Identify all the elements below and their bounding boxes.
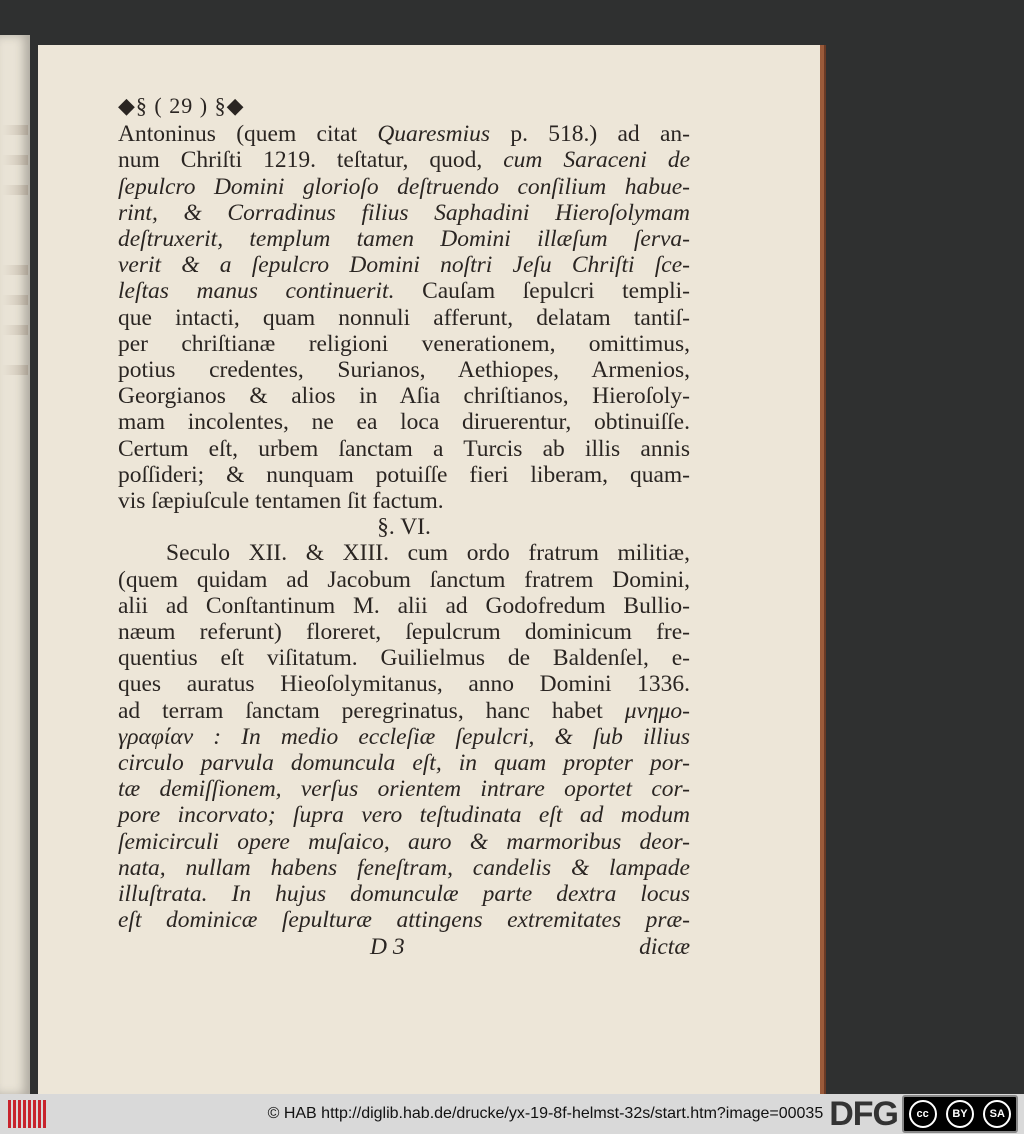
text-segment: tæ demiſſionem, verſus orientem intrare oportet cor- (118, 776, 690, 803)
page-text (118, 93, 690, 960)
text-segment: verit & a ſepulcro Domini noſtri Jeſu Chriſti ſce- (118, 252, 690, 279)
text-segment: γραφίαν : In medio eccleſiæ ſepulcri, & ſub illius (118, 723, 690, 750)
text-segment: Cauſam ſepulcri templi- (394, 278, 690, 305)
text-segment: alii ad Conſtantinum M. alii ad Godofredum Bullio- (118, 592, 690, 619)
text-segment: num Chriſti 1219. teſtatur, quod, (118, 147, 504, 174)
text-segment: §. VI. (377, 514, 431, 541)
text-line (118, 776, 690, 802)
text-segment: (quem quidam ad Jacobum ſanctum fratrem Domini, (118, 566, 690, 593)
text-line (118, 698, 690, 724)
text-line (118, 671, 690, 697)
text-segment: leſtas manus continuerit. (118, 278, 395, 305)
text-line (118, 488, 690, 514)
text-line (118, 147, 690, 173)
text-segment: Antoninus (quem citat (118, 121, 378, 148)
viewer-footer (0, 1094, 1024, 1134)
text-line (118, 907, 690, 933)
text-line (118, 540, 690, 566)
text-line (118, 881, 690, 907)
text-line (118, 514, 690, 540)
dfg-logo[interactable]: DFG (829, 1094, 898, 1133)
book-page (38, 45, 824, 1095)
text-line (118, 409, 690, 435)
text-segment: pore incorvato; ſupra vero teſtudinata eſt ad modum (118, 802, 690, 829)
page-header: ◆§ ( 29 ) §◆ (118, 93, 245, 118)
text-line (118, 802, 690, 828)
text-segment: vis ſæpiuſcule tentamen ſit factum. (118, 488, 444, 515)
text-line (118, 619, 690, 645)
text-segment: Quaresmius (377, 121, 491, 148)
signature-line (118, 934, 690, 960)
text-segment: μνημο- (624, 697, 690, 724)
text-segment: næum referunt) floreret, ſepulcrum dominicum fre- (118, 619, 690, 646)
text-line (118, 462, 690, 488)
text-line (118, 724, 690, 750)
text-line (118, 436, 690, 462)
text-line (118, 331, 690, 357)
text-line (118, 200, 690, 226)
text-line (118, 252, 690, 278)
text-segment: quentius eſt viſitatum. Guilielmus de Baldenſel, e- (118, 645, 690, 672)
text-segment: p. 518.) ad an- (490, 121, 690, 148)
cc-icon: cc (909, 1100, 937, 1128)
text-lines (118, 121, 690, 933)
text-segment: nata, nullam habens feneſtram, candelis & lampade (118, 854, 690, 881)
text-line (118, 174, 690, 200)
text-segment: ques auratus Hieoſolymitanus, anno Domini 1336. (118, 671, 690, 698)
text-line (118, 829, 690, 855)
facing-page-edge (0, 35, 30, 1095)
text-line (118, 567, 690, 593)
text-segment: poſſideri; & nunquam potuiſſe fieri liberam, quam- (118, 461, 690, 488)
text-segment: ad terram ſanctam peregrinatus, hanc habet (118, 697, 625, 724)
by-icon: BY (946, 1100, 974, 1128)
sa-icon: SA (983, 1100, 1011, 1128)
text-segment: eſt dominicæ ſepulturæ attingens extremitates præ- (118, 907, 690, 934)
text-segment: Seculo XII. & XIII. cum ordo fratrum militiæ, (166, 540, 690, 567)
text-segment: ſemicirculi opere muſaico, auro & marmoribus deor- (118, 828, 690, 855)
hab-logo-icon[interactable] (8, 1098, 48, 1130)
text-line (118, 855, 690, 881)
cc-license-badge[interactable] (902, 1095, 1018, 1133)
text-segment: circulo parvula domuncula eſt, in quam propter por- (118, 750, 690, 777)
text-line (118, 305, 690, 331)
text-line (118, 750, 690, 776)
text-segment: per chriſtianæ religioni venerationem, omittimus, (118, 330, 690, 357)
text-segment: mam incolentes, ne ea loca diruerentur, obtinuiſſe. (118, 409, 690, 436)
text-line (118, 645, 690, 671)
text-segment: cum Saraceni de (503, 147, 690, 174)
text-segment: que intacti, quam nonnuli afferunt, delatam tantiſ- (118, 304, 690, 331)
text-segment: rint, & Corradinus filius Saphadini Hieroſolymam (118, 199, 690, 226)
catchword: dictæ (639, 933, 690, 960)
text-segment: ſepulcro Domini glorioſo deſtruendo conſilium habue- (118, 173, 690, 200)
text-segment: illuſtrata. In hujus domunculæ parte dextra locus (118, 881, 690, 908)
text-segment: Georgianos & alios in Aſia chriſtianos, Hieroſoly- (118, 383, 690, 410)
text-segment: potius credentes, Surianos, Aethiopes, Armenios, (118, 357, 690, 384)
source-url[interactable]: © HAB http://diglib.hab.de/drucke/yx-19-8f-helmst-32s/start.htm?image=00035 (267, 1105, 824, 1122)
text-line (118, 593, 690, 619)
text-line (118, 383, 690, 409)
text-segment: deſtruxerit, templum tamen Domini illæſum ſerva- (118, 226, 690, 253)
text-line (118, 278, 690, 304)
text-line (118, 121, 690, 147)
text-line (118, 357, 690, 383)
text-segment: Certum eſt, urbem ſanctam a Turcis ab illis annis (118, 435, 690, 462)
signature-mark: D 3 (370, 933, 405, 960)
text-line (118, 226, 690, 252)
